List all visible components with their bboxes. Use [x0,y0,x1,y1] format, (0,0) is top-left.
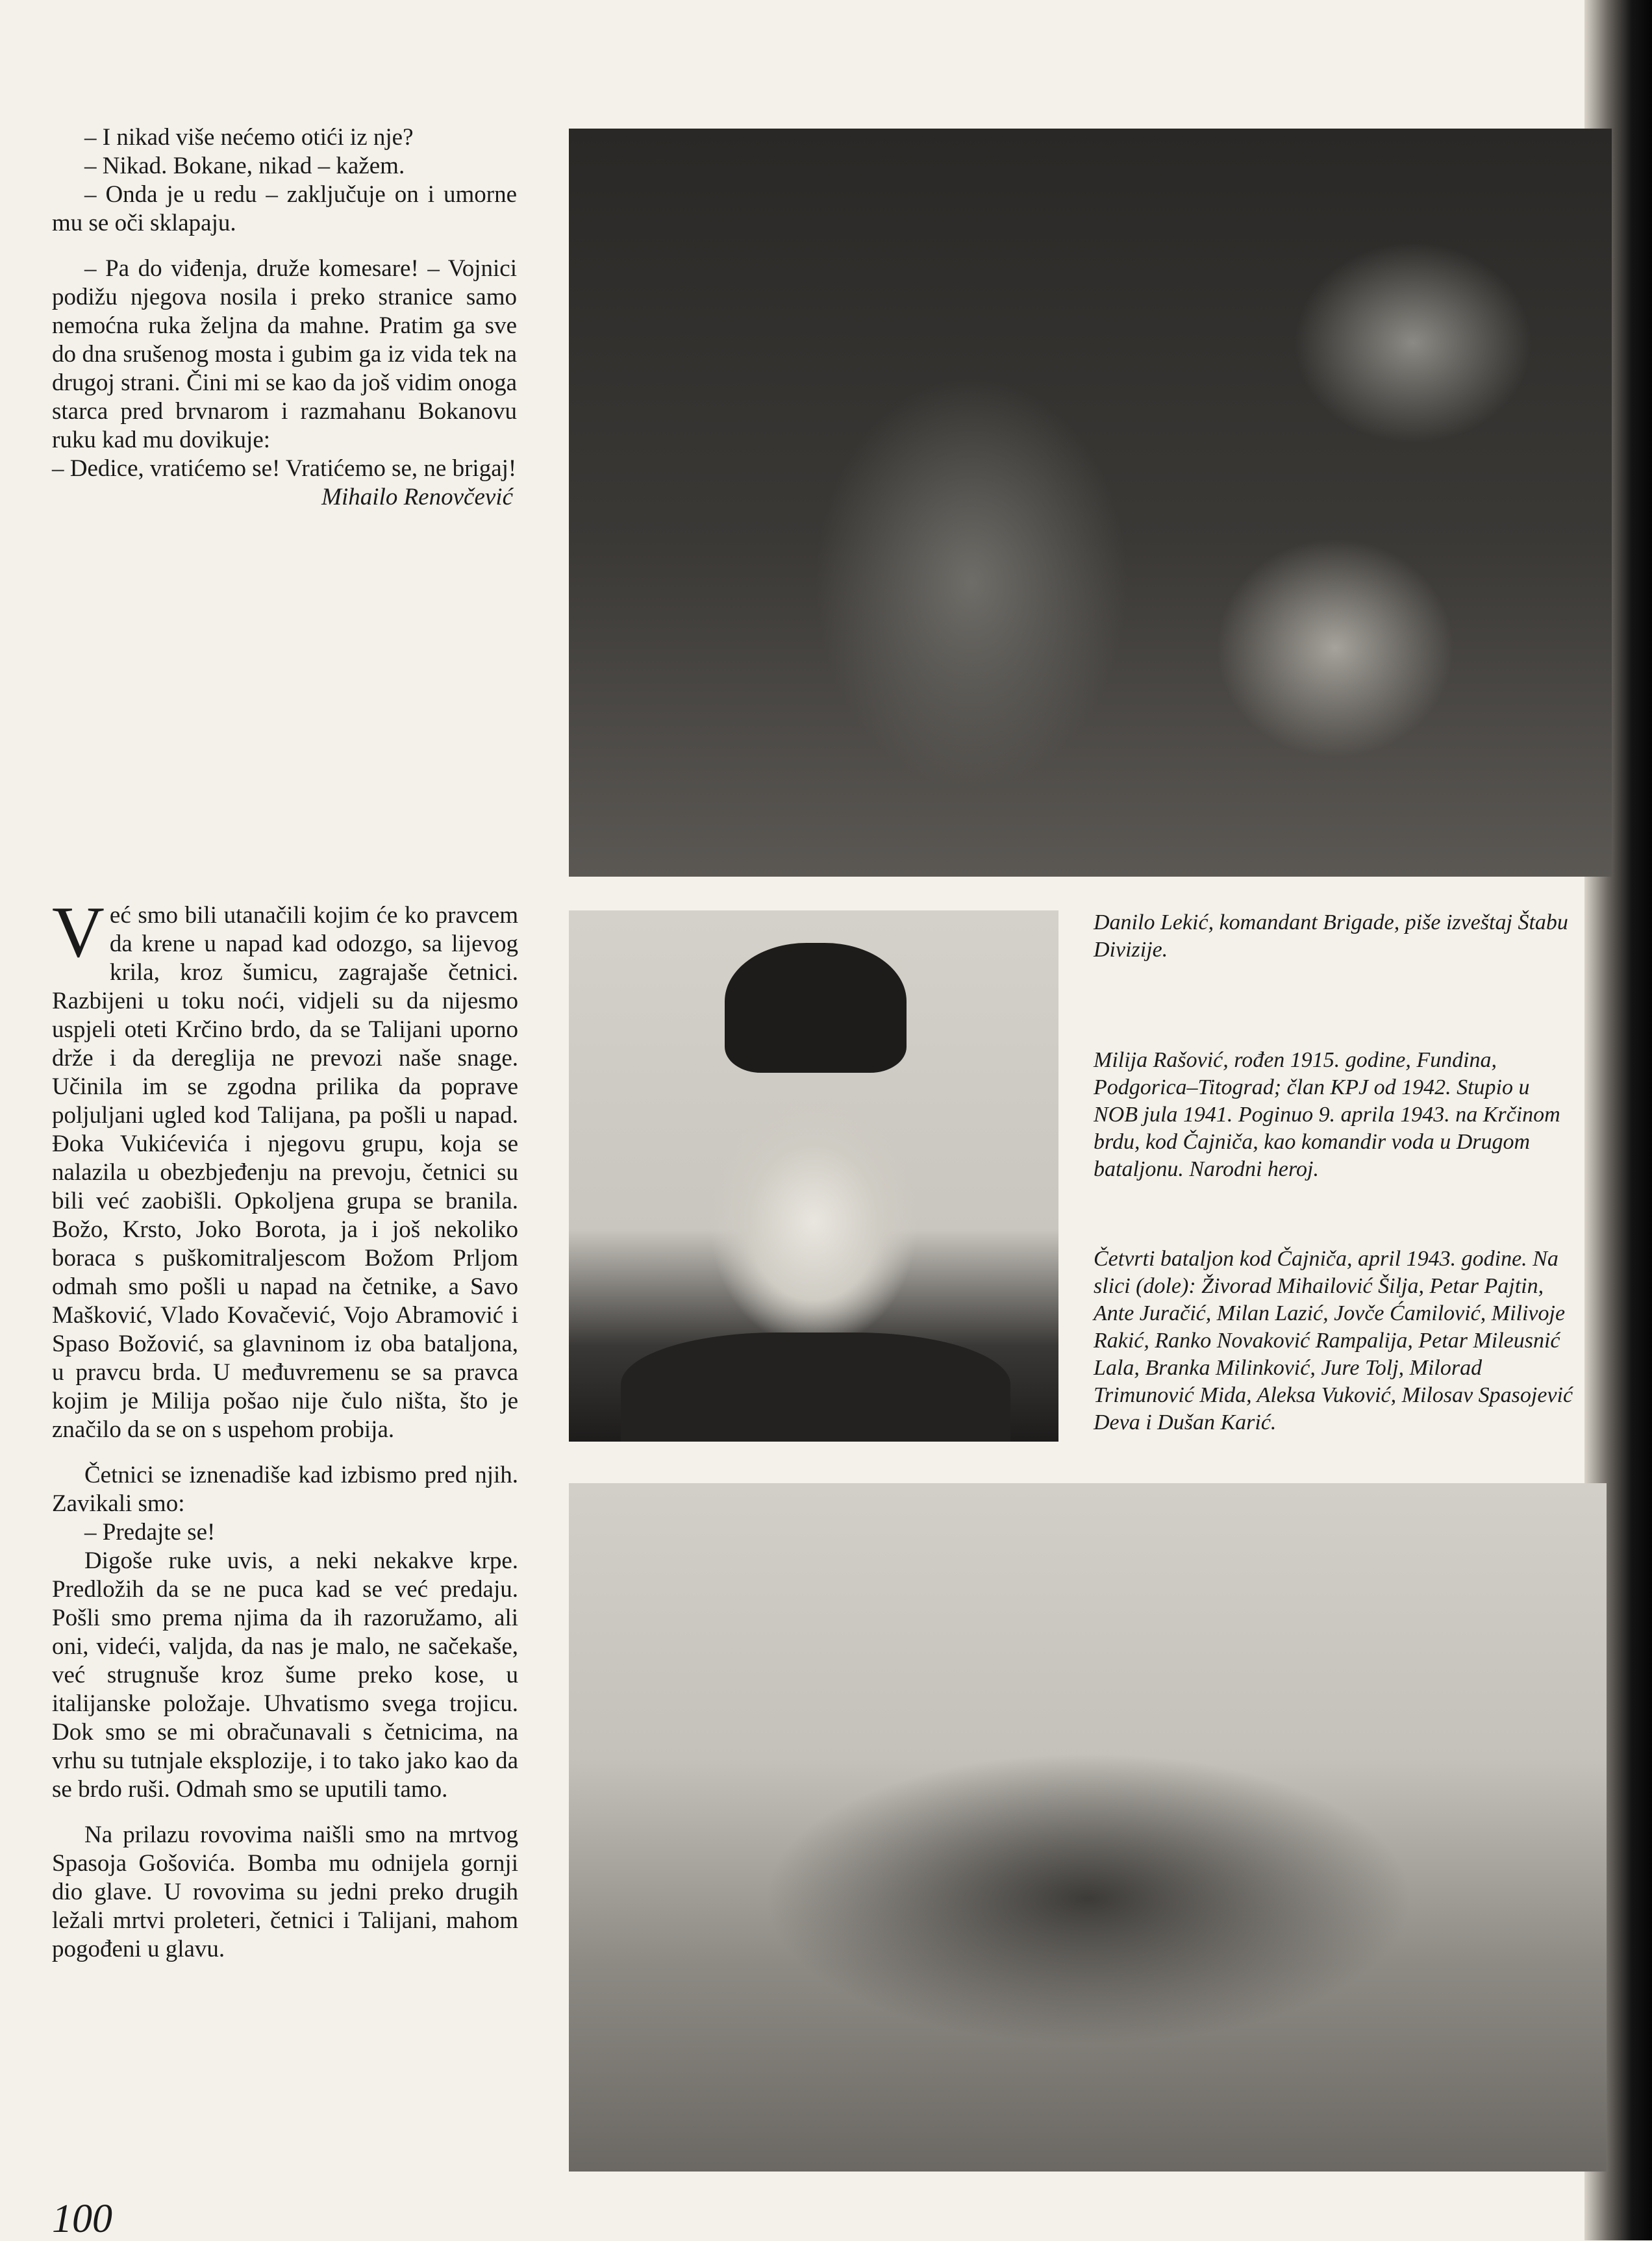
drop-cap: V [52,892,105,973]
main-text-column [52,892,518,1964]
photo-portrait-milija-rasovic [569,910,1058,1442]
farewell-paragraph: – Pa do viđenja, druže komesare! – Vojnici podižu njegova nosila i preko stranice samo nemoćna ruka željna da mahne. Pratim ga sve do dna srušenog mosta i gubim ga iz vida tek na drugoj strani. Čini mi se kao da još vidim onoga starca pred brvnarom i razmahanu Bokanovu ruku kad mu dovikuje: [52,255,517,453]
author-signature: Mihailo Renovčević [321,484,513,510]
photo-fourth-battalion-group [569,1483,1607,2172]
caption-portrait: Milija Rašović, rođen 1915. godine, Fundina, Podgorica–Titograd; član KPJ od 1942. Stupio u NOB jula 1941. Poginuo 9. aprila 1943. na Krčinom brdu, kod Čajniča, kao komandir voda u Drugom bataljonu. Narodni heroj. [1094,1048,1560,1181]
main-paragraph: – Predajte se! [84,1519,216,1546]
photo-commander-writing-report [569,129,1612,877]
dialogue-line: – I nikad više nećemo otići iz nje? [84,124,414,151]
main-paragraph [52,892,518,1444]
closing-line: – Dedice, vratićemo se! Vratićemo se, ne brigaj! [52,455,517,482]
top-text-column [52,123,517,512]
main-paragraph-text: eć smo bili utanačili kojim će ko pravcem da krene u napad kad odozgo, sa lijevog krila, kroz šumicu, zagrajaše četnici. Razbijeni u toku noći, vidjeli su da nijesmo uspjeli oteti Krčino brdo, da se Talijani uporno drže i da dereglija ne prevozi naše snage. Učinila im se zgodna prilika da poprave poljuljani ugled kod Talijana, pa pošli u napad. Đoka Vukićevića i njegovu grupu, koja se nalazila u obezbjeđenju na prevoju, četnici su bili već zaobišli. Opkoljena grupa se branila. Božo, Krsto, Joko Borota, ja i još nekoliko boraca s puškomitraljescom Božom Prljom odmah smo pošli u napad na četnike, a Savo Mašković, Vlado Kovačević, Vojo Abramović i Spaso Božović, sa glavninom iz oba bataljona, u pravcu brda. U međuvremenu se sa pravca kojim je Milija pošao nije čulo ništa, što je značilo da se on s uspehom probija. [52,902,518,1443]
portrait-fez [725,943,907,1073]
caption-top-photo: Danilo Lekić, komandant Brigade, piše izveštaj Štabu Divizije. [1094,910,1568,962]
main-paragraph: Digoše ruke uvis, a neki nekakve krpe. Predložih da se ne puca kad se već predaju. Pošli smo prema njima da ih razoružamo, ali oni, videći, valjda, da nas je malo, ne sačekaše, već strugnuše kroz šume preko kose, u italijanske položaje. Uhvatismo svega trojicu. Dok smo se mi obračunavali s četnicima, na vrhu su tutnjale eksplozije, i to tako jako kao da se brdo ruši. Odmah smo se uputili tamo. [52,1547,518,1803]
portrait-coat [621,1333,1010,1442]
caption-group-photo: Četvrti bataljon kod Čajniča, april 1943. godine. Na slici (dole): Živorad Mihailović Šilja, Petar Pajtin, Ante Juračić, Milan Lazić, Jovče Ćamilović, Milivoje Rakić, Ranko Novaković Rampalija, Petar Mileusnić Lala, Branka Milinković, Jure Tolj, Milorad Trimunović Mida, Aleksa Vuković, Milosav Spasojević Deva i Dušan Karić. [1094,1247,1573,1434]
page-number: 100 [52,2197,112,2241]
main-paragraph: Četnici se iznenadiše kad izbismo pred njih. Zavikali smo: [52,1462,518,1517]
main-paragraph: Na prilazu rovovima naišli smo na mrtvog Spasoja Gošovića. Bomba mu odnijela gornji dio glave. U rovovima su jedni preko drugih ležali mrtvi proleteri, četnici i Talijani, mahom pogođeni u glavu. [52,1822,518,1962]
dialogue-line: – Nikad. Bokane, nikad – kažem. [84,153,405,179]
dialogue-line: – Onda je u redu – zaključuje on i umorne mu se oči sklapaju. [52,181,517,236]
